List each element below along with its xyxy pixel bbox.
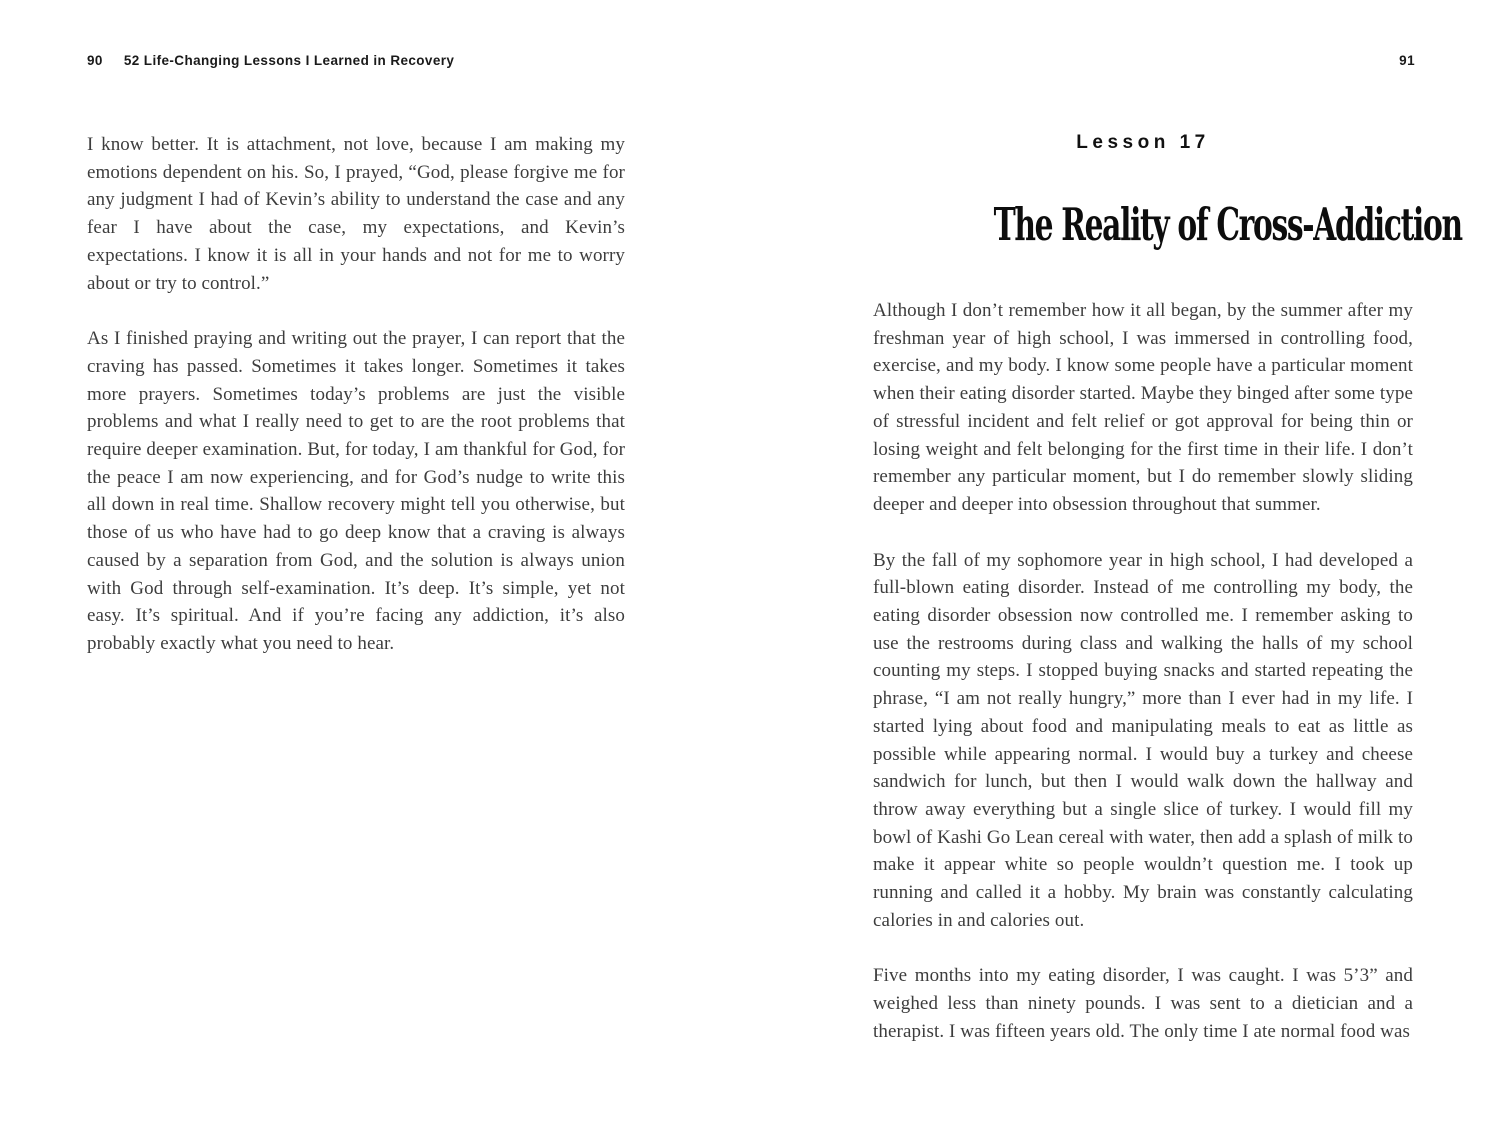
left-page-body [87,131,625,658]
body-paragraph: Five months into my eating disorder, I was caught. I was 5’3” and weighed less than ninety pounds. I was sent to a dietician and a therapist. I was fifteen years old. The only time I ate normal food was [873,965,1413,1042]
running-header-title: 52 Life-Changing Lessons I Learned in Recovery [123,53,455,68]
body-paragraph: As I finished praying and writing out the prayer, I can report that the craving has passed. Sometimes it takes longer. Sometimes it takes more prayers. Sometimes today’s problems are just the visible problems and what I really need to get to are the root problems that require deeper examination. But, for today, I am thankful for God, for the peace I am now experiencing, and for God’s nudge to write this all down in real time. Shallow recovery might tell you otherwise, but those of us who have had to go deep know that a craving is always caused by a separation from God, and the solution is always union with God through self-examination. It’s deep. It’s simple, yet not easy. It’s spiritual. And if you’re facing any addiction, it’s also probably exactly what you need to hear. [87,328,625,654]
chapter-title-wrap [873,198,1462,251]
body-paragraph: Although I don’t remember how it all began, by the summer after my freshman year of high school, I was immersed in controlling food, exercise, and my body. I know some people have a particular moment when their eating disorder started. Maybe they binged after some type of stressful incident and felt relief or got approval for being thin or losing weight and felt belonging for the first time in their life. I don’t remember any particular moment, but I do remember slowly sliding deeper and deeper into obsession throughout that summer. [873,300,1413,515]
body-paragraph: I know better. It is attachment, not love, because I am making my emotions dependent on his. So, I prayed, “God, please forgive me for any judgment I had of Kevin’s ability to understand the case and any fear I have about the case, my expectations, and Kevin’s expectations. I know it is all in your hands and not for me to worry about or try to control.” [87,134,625,294]
right-page-body [873,297,1413,1046]
body-paragraph: By the fall of my sophomore year in high school, I had developed a full-blown eating disorder. Instead of me controlling my body, the eating disorder obsession now controlled me. I remember asking to use the restrooms during class and walking the halls of my school counting my steps. I stopped buying snacks and started repeating the phrase, “I am not really hungry,” more than I ever had in my life. I started lying about food and manipulating meals to eat as little as possible while appearing normal. I would buy a turkey and cheese sandwich for lunch, but then I would walk down the hallway and throw away everything but a single slice of turkey. I would fill my bowl of Kashi Go Lean cereal with water, then add a splash of milk to make it appear white so people wouldn’t question me. I took up running and called it a hobby. My brain was constantly calculating calories in and calories out. [873,549,1413,931]
chapter-title: The Reality of Cross-Addiction [993,198,1462,251]
left-running-head [87,53,454,68]
right-page-number: 91 [1399,53,1415,68]
left-page-number: 90 [87,53,103,68]
lesson-label: Lesson 17 [1076,132,1210,153]
